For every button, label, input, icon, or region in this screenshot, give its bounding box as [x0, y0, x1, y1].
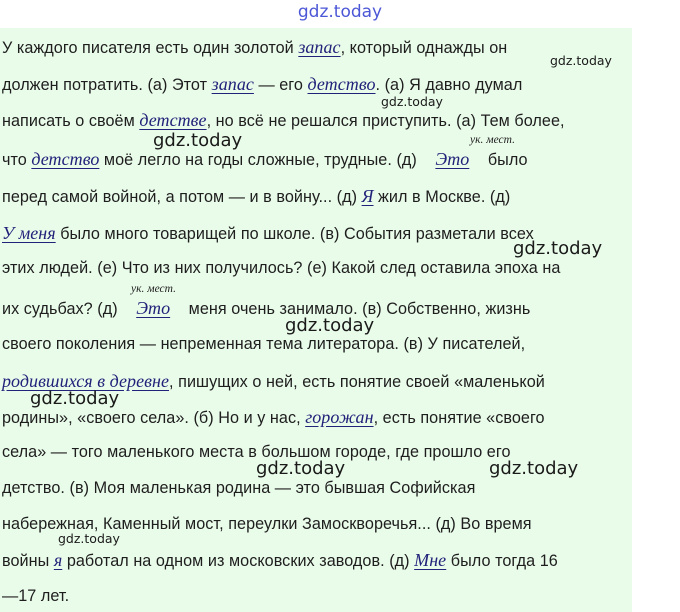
underlined-word: запас — [298, 37, 341, 57]
underlined-word: Я — [361, 186, 374, 206]
text-line-8: их судьбах? (д) Это меня очень занимало. (в) Собственно, жизнь — [2, 298, 531, 318]
text-line-6: У меня было много товарищей по школе. (в) События разметали всех — [2, 223, 534, 243]
underlined-word: родившихся в деревне — [2, 371, 170, 391]
underlined-word: детство — [307, 74, 376, 94]
text-line-3: написать о своём детстве, но всё не решался приступить. (а) Тем более, — [2, 110, 565, 130]
text-line-5: перед самой войной, а потом — и в войну... (д) Я жил в Москве. (д) — [2, 186, 511, 206]
text-line-12: села» — того маленького места в большом городе, где прошло его — [2, 443, 511, 461]
watermark: gdz.today — [489, 458, 579, 479]
pronoun-note: ук. мест. — [470, 134, 515, 146]
pronoun-note: ук. мест. — [131, 283, 176, 295]
watermark: gdz.today — [513, 238, 603, 259]
text-line-15: войны я работал на одном из московских заводов. (д) Мне было тогда 16 — [2, 550, 558, 570]
watermark: gdz.today — [256, 458, 346, 479]
underlined-word: я — [53, 550, 63, 570]
underlined-word: горожан — [305, 407, 374, 427]
underlined-word: Мне — [414, 550, 447, 570]
underlined-word: детстве — [139, 110, 207, 130]
underlined-word: Это — [136, 298, 171, 318]
text-line-14: набережная, Каменный мост, переулки Замоскворечья... (д) Во время — [2, 515, 532, 533]
watermark: gdz.today — [285, 315, 375, 336]
watermark: gdz.today — [381, 94, 443, 109]
text-line-11: родины», «своего села». (б) Но и у нас, горожан, есть понятие «своего — [2, 407, 545, 427]
header-watermark: gdz.today — [297, 2, 383, 22]
text-line-16: —17 лет. — [2, 587, 70, 605]
watermark: gdz.today — [550, 53, 612, 68]
watermark: gdz.today — [153, 130, 243, 151]
text-line-13: детство. (в) Моя маленькая родина — это бывшая Софийская — [2, 479, 476, 497]
text-line-7: этих людей. (е) Что из них получилось? (е) Какой след оставила эпоха на — [2, 259, 561, 277]
watermark: gdz.today — [30, 388, 120, 409]
underlined-word: Это — [435, 149, 470, 169]
text-line-4: что детство моё легло на годы сложные, трудные. (д) Это было — [2, 149, 528, 169]
text-line-1: У каждого писателя есть один золотой запас, который однажды он — [2, 37, 508, 57]
underlined-word: запас — [211, 74, 254, 94]
text-line-2: должен потратить. (а) Этот запас — его детство. (а) Я давно думал — [2, 74, 523, 94]
text-line-9: своего поколения — непременная тема литератора. (в) У писателей, — [2, 335, 526, 353]
underlined-word: детство — [31, 149, 100, 169]
watermark: gdz.today — [58, 531, 120, 546]
text-line-10: родившихся в деревне, пишущих о ней, есть понятие своей «маленькой — [2, 371, 545, 391]
underlined-word: У меня — [2, 223, 56, 243]
